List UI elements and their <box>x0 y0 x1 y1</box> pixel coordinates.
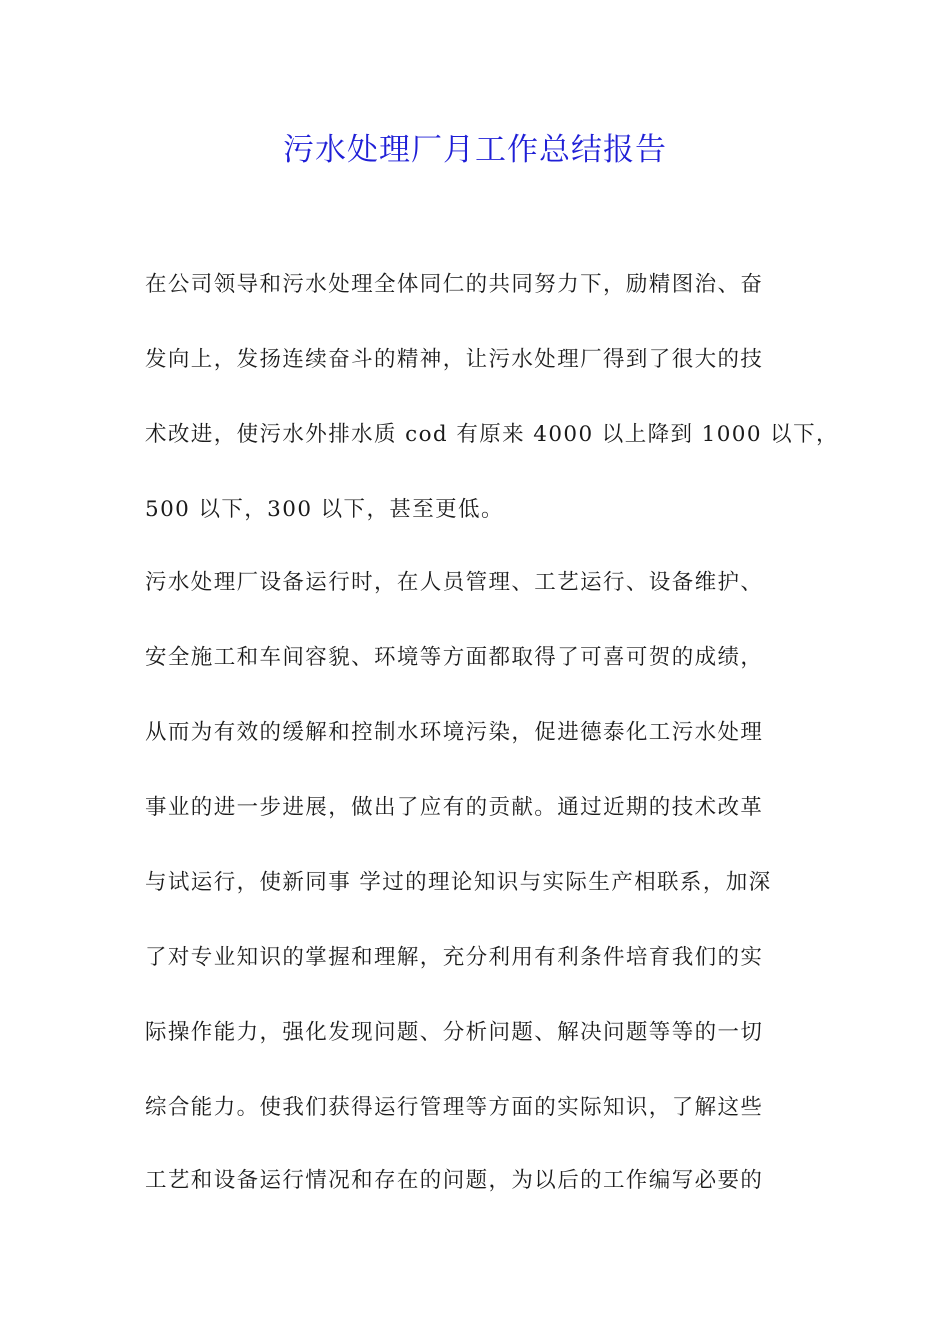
body-line: 安全施工和车间容貌、环境等方面都取得了可喜可贺的成绩， <box>145 645 764 670</box>
body-line: 事业的进一步进展，做出了应有的贡献。通过近期的技术改革 <box>145 795 764 820</box>
body-line: 际操作能力，强化发现问题、分析问题、解决问题等等的一切 <box>145 1020 764 1045</box>
body-line: 在公司领导和污水处理全体同仁的共同努力下，励精图治、奋 <box>145 272 764 297</box>
body-line: 工艺和设备运行情况和存在的问题，为以后的工作编写必要的 <box>145 1168 764 1193</box>
body-line: 综合能力。使我们获得运行管理等方面的实际知识，了解这些 <box>145 1095 764 1120</box>
document-title: 污水处理厂月工作总结报告 <box>283 132 667 168</box>
body-line: 发向上，发扬连续奋斗的精神，让污水处理厂得到了很大的技 <box>145 347 764 372</box>
body-line: 了对专业知识的掌握和理解，充分利用有利条件培育我们的实 <box>145 945 764 970</box>
body-line: 500 以下，300 以下，甚至更低。 <box>145 497 504 522</box>
body-line: 从而为有效的缓解和控制水环境污染，促进德泰化工污水处理 <box>145 720 764 745</box>
body-line: 与试运行，使新同事 学过的理论知识与实际生产相联系，加深 <box>145 870 772 895</box>
body-line: 术改进，使污水外排水质 cod 有原来 4000 以上降到 1000 以下， <box>145 422 839 447</box>
body-line: 污水处理厂设备运行时，在人员管理、工艺运行、设备维护、 <box>145 570 764 595</box>
